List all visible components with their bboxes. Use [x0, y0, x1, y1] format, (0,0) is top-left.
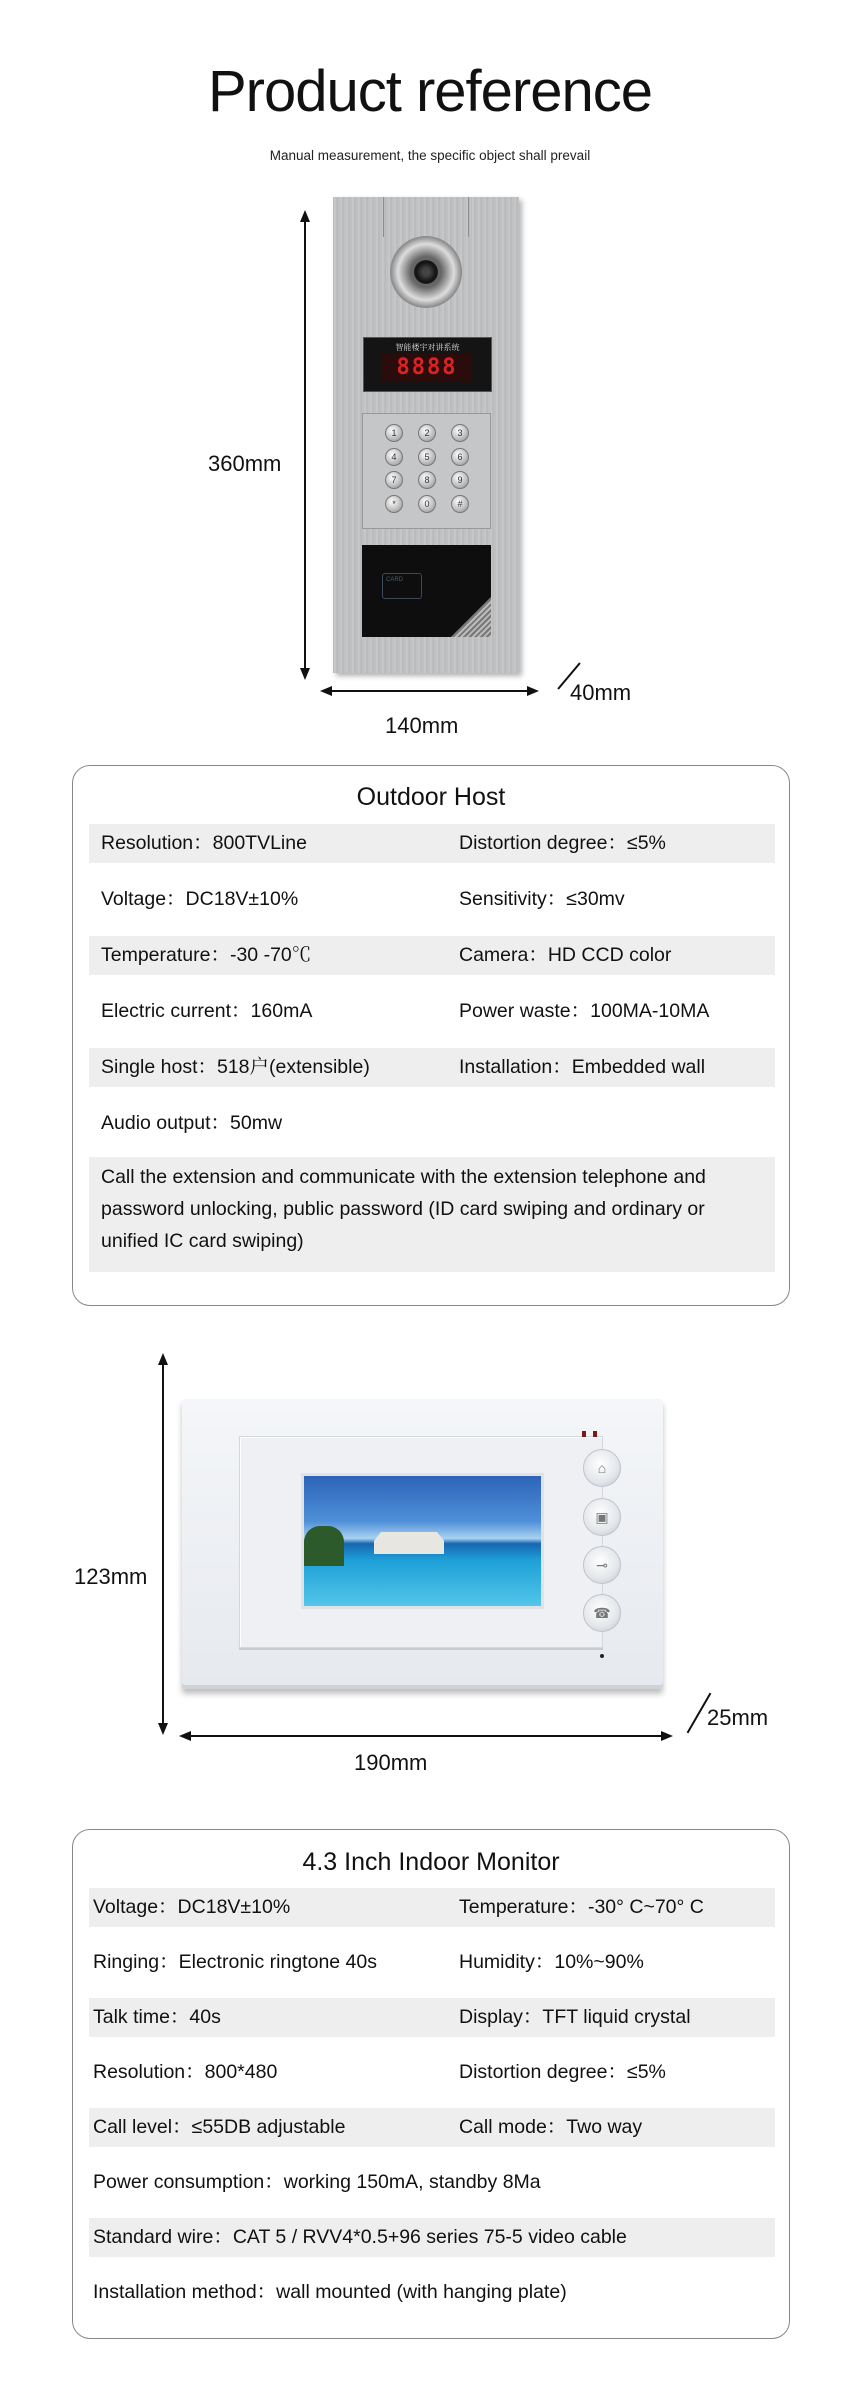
spec-right: Temperature：-30° C~70° C [459, 1896, 704, 1918]
key: # [451, 495, 469, 513]
key: 7 [385, 471, 403, 489]
key: 5 [418, 448, 436, 466]
height-arrow [304, 214, 306, 676]
spec-left: Resolution：800TVLine [101, 832, 307, 854]
spec-row [89, 1048, 775, 1087]
height-arrow [162, 1358, 164, 1732]
spec-row [89, 1998, 775, 2037]
spec-left: Voltage：DC18V±10% [93, 1896, 291, 1918]
spec-row [89, 824, 775, 863]
spec-row [89, 2108, 775, 2147]
spec-full: Installation method：wall mounted (with hanging plate) [93, 2281, 567, 2303]
spec-right: Distortion degree：≤5% [459, 2061, 666, 2083]
spec-row [89, 2218, 775, 2257]
outdoor-panel-photo [333, 197, 519, 673]
key: 8 [418, 471, 436, 489]
led-indicator [582, 1431, 586, 1437]
spec-left: Ringing：Electronic ringtone 40s [93, 1951, 377, 1973]
spec-box-title: Outdoor Host [356, 783, 506, 811]
spec-row [89, 1943, 775, 1982]
key: 0 [418, 495, 436, 513]
key: 3 [451, 424, 469, 442]
outdoor-host-spec-box [72, 765, 790, 1306]
groove-line [468, 197, 469, 237]
key: 9 [451, 471, 469, 489]
spec-full: Standard wire：CAT 5 / RVV4*0.5+96 series 75-5 video cable [93, 2226, 627, 2248]
arrow-head-right [527, 686, 539, 696]
led-display [363, 337, 492, 392]
arrow-head-down [300, 668, 310, 680]
depth-label: 25mm [707, 1705, 769, 1730]
spec-row [89, 2163, 775, 2202]
card-icon: CARD [382, 573, 422, 599]
speaker-grill [451, 597, 491, 637]
arrow-head-up [300, 210, 310, 222]
height-label: 360mm [208, 451, 282, 476]
width-arrow [183, 1735, 668, 1737]
spec-left: Audio output：50mw [101, 1112, 283, 1134]
spec-right: Power waste：100MA-10MA [459, 1000, 710, 1022]
arrow-head-down [158, 1723, 168, 1735]
spec-left: Call level：≤55DB adjustable [93, 2116, 346, 2138]
spec-row [89, 2053, 775, 2092]
page-subtitle: Manual measurement, the specific object shall prevail [269, 148, 591, 163]
spec-description: Call the extension and communicate with the extension telephone and password unlocking, public password (ID card swiping and ordinary or unified IC card swiping) [89, 1157, 775, 1272]
key: * [385, 495, 403, 513]
keypad [362, 413, 491, 529]
display-caption: 智能楼宇对讲系统 [395, 343, 460, 352]
spec-row [89, 880, 775, 919]
pavilion [374, 1532, 444, 1554]
width-label: 140mm [385, 713, 459, 738]
key: 2 [418, 424, 436, 442]
width-label: 190mm [354, 1750, 428, 1775]
indoor-monitor-spec-box [72, 1829, 790, 2339]
key-icon: ⊸ [583, 1546, 621, 1584]
led-indicator [593, 1431, 597, 1437]
groove-line [383, 197, 384, 237]
spec-right: Humidity：10%~90% [459, 1951, 644, 1973]
spec-left: Electric current：160mA [101, 1000, 313, 1022]
spec-full: Power consumption：working 150mA, standby 8Ma [93, 2171, 541, 2193]
monitor-bezel [239, 1436, 603, 1648]
arrow-head-right [661, 1731, 673, 1741]
spec-row [89, 936, 775, 975]
spec-left: Single host：518户(extensible) [101, 1056, 370, 1078]
phone-icon: ☎ [583, 1594, 621, 1632]
contact-icon: ▣ [583, 1498, 621, 1536]
card-reader [362, 545, 491, 637]
spec-row [89, 1888, 775, 1927]
key: 6 [451, 448, 469, 466]
spec-row [89, 992, 775, 1031]
microphone-icon [600, 1654, 604, 1658]
palm-trees [304, 1526, 344, 1566]
spec-box-title: 4.3 Inch Indoor Monitor [302, 1848, 560, 1876]
spec-right: Sensitivity：≤30mv [459, 888, 625, 910]
depth-label: 40mm [570, 680, 632, 705]
spec-right: Call mode：Two way [459, 2116, 643, 2138]
spec-row [89, 2273, 775, 2312]
key: 4 [385, 448, 403, 466]
spec-right: Display：TFT liquid crystal [459, 2006, 691, 2028]
arrow-head-left [320, 686, 332, 696]
display-digits: 8888 [382, 354, 472, 382]
spec-left: Resolution：800*480 [93, 2061, 278, 2083]
home-icon: ⌂ [583, 1449, 621, 1487]
spec-left: Talk time：40s [93, 2006, 221, 2028]
spec-right: Installation：Embedded wall [459, 1056, 706, 1078]
page-title: Product reference [207, 59, 653, 124]
monitor-screen [301, 1473, 544, 1609]
width-arrow [324, 690, 534, 692]
spec-right: Camera：HD CCD color [459, 944, 672, 966]
arrow-head-up [158, 1353, 168, 1365]
height-label: 123mm [74, 1564, 148, 1589]
spec-left: Temperature：-30 -70℃ [101, 944, 312, 966]
key: 1 [385, 424, 403, 442]
spec-right: Distortion degree：≤5% [459, 832, 666, 854]
camera-icon [390, 236, 462, 308]
arrow-head-left [179, 1731, 191, 1741]
spec-row [89, 1104, 775, 1143]
spec-left: Voltage：DC18V±10% [101, 888, 299, 910]
indoor-monitor-photo [182, 1399, 663, 1689]
